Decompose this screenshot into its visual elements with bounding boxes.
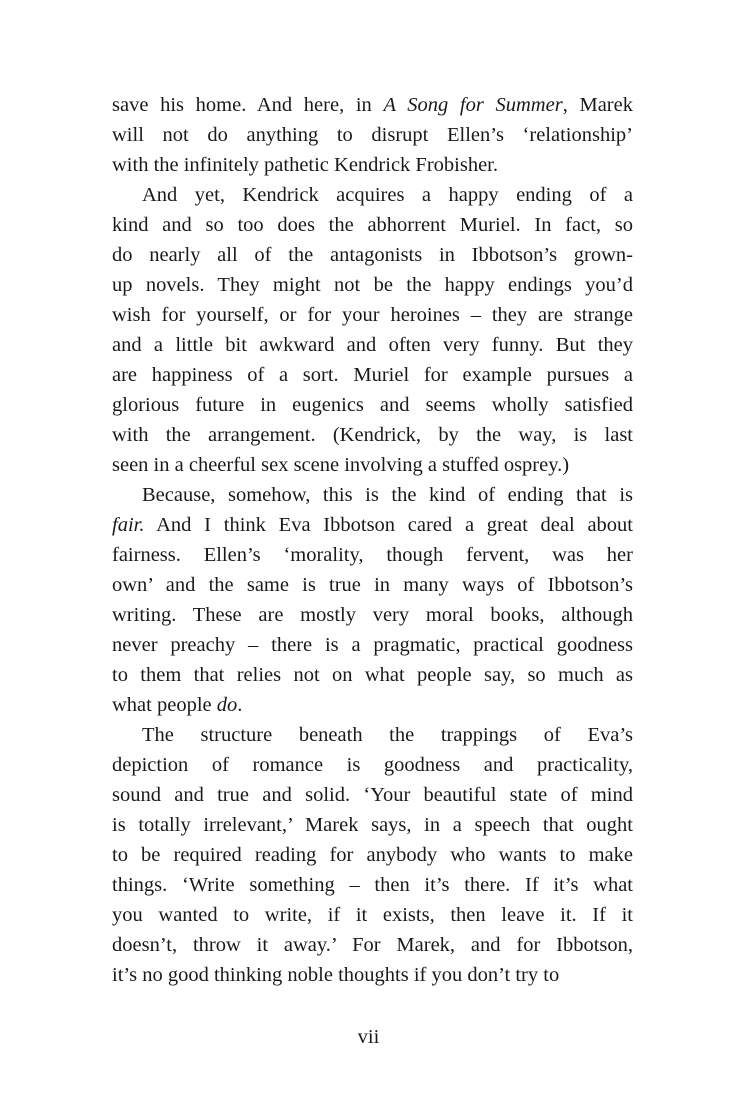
text-run: are happiness of a sort. Muriel for example pursues a [112,364,633,386]
text-line [112,660,633,690]
text-line [112,780,633,810]
page-number: vii [357,1026,380,1048]
text-run: with the infinitely pathetic Kendrick Frobisher. [112,154,498,176]
text-run: own’ and the same is true in many ways of Ibbotson’s [112,574,633,596]
text-line [112,600,633,630]
text-run: never preachy – there is a pragmatic, practical goodness [112,634,633,656]
text-run: The structure beneath the trappings of Eva’s [142,724,633,746]
paragraph [112,480,633,720]
text-line [112,120,633,150]
text-line [112,420,633,450]
text-line [112,210,633,240]
text-run: will not do anything to disrupt Ellen’s ‘relationship’ [112,124,633,146]
text-line [112,930,633,960]
text-line [112,690,633,720]
text-run: it’s no good thinking noble thoughts if you don’t try to [112,964,560,986]
text-line [112,270,633,300]
text-line [112,570,633,600]
text-run: And yet, Kendrick acquires a happy ending of a [142,184,633,206]
text-run: and a little bit awkward and often very funny. But they [112,334,633,356]
text-run: sound and true and solid. ‘Your beautiful state of mind [112,784,633,806]
text-line [112,540,633,570]
italic-text: A Song for Summer [383,94,563,116]
text-line [112,750,633,780]
text-run: , Marek [562,94,633,116]
paragraph [112,180,633,480]
text-run: save his home. And here, in [112,94,384,116]
text-line [112,900,633,930]
paragraph [112,90,633,180]
text-run: you wanted to write, if it exists, then leave it. If it [112,904,633,926]
text-run: depiction of romance is goodness and practicality, [112,754,633,776]
text-line [112,630,633,660]
text-line [112,240,633,270]
text-run: up novels. They might not be the happy endings you’d [112,274,633,296]
text-run: to be required reading for anybody who wants to make [112,844,633,866]
text-run: seen in a cheerful sex scene involving a stuffed osprey.) [112,454,570,476]
text-line [112,330,633,360]
italic-text: fair. [112,514,145,536]
text-run: to them that relies not on what people say, so much as [112,664,633,686]
text-run: writing. These are mostly very moral books, although [112,604,633,626]
text-line [112,840,633,870]
text-line [112,300,633,330]
text-line [112,480,633,510]
text-line [112,360,633,390]
text-line [112,720,633,750]
text-run: kind and so too does the abhorrent Muriel. In fact, so [112,214,633,236]
body-text [112,90,633,990]
text-line [112,450,633,480]
text-line [112,810,633,840]
text-run: fairness. Ellen’s ‘morality, though fervent, was her [112,544,633,566]
text-run: do nearly all of the antagonists in Ibbotson’s grown- [112,244,633,266]
text-run: with the arrangement. (Kendrick, by the way, is last [112,424,633,446]
text-run: glorious future in eugenics and seems wholly satisfied [112,394,633,416]
text-run: Because, somehow, this is the kind of ending that is [142,484,633,506]
text-line [112,960,633,990]
text-line [112,180,633,210]
text-run: doesn’t, throw it away.’ For Marek, and for Ibbotson, [112,934,633,956]
italic-text: do [216,694,238,716]
text-run: wish for yourself, or for your heroines – they are strange [112,304,633,326]
text-line [112,510,633,540]
text-line [112,870,633,900]
text-line [112,90,633,120]
paragraph [112,720,633,990]
text-run: And I think Eva Ibbotson cared a great deal about [144,514,633,536]
text-run: . [237,694,243,716]
text-run: is totally irrelevant,’ Marek says, in a speech that ought [112,814,633,836]
text-line [112,150,633,180]
text-run: things. ‘Write something – then it’s there. If it’s what [112,874,633,896]
text-line [112,390,633,420]
text-run: what people [112,694,217,716]
